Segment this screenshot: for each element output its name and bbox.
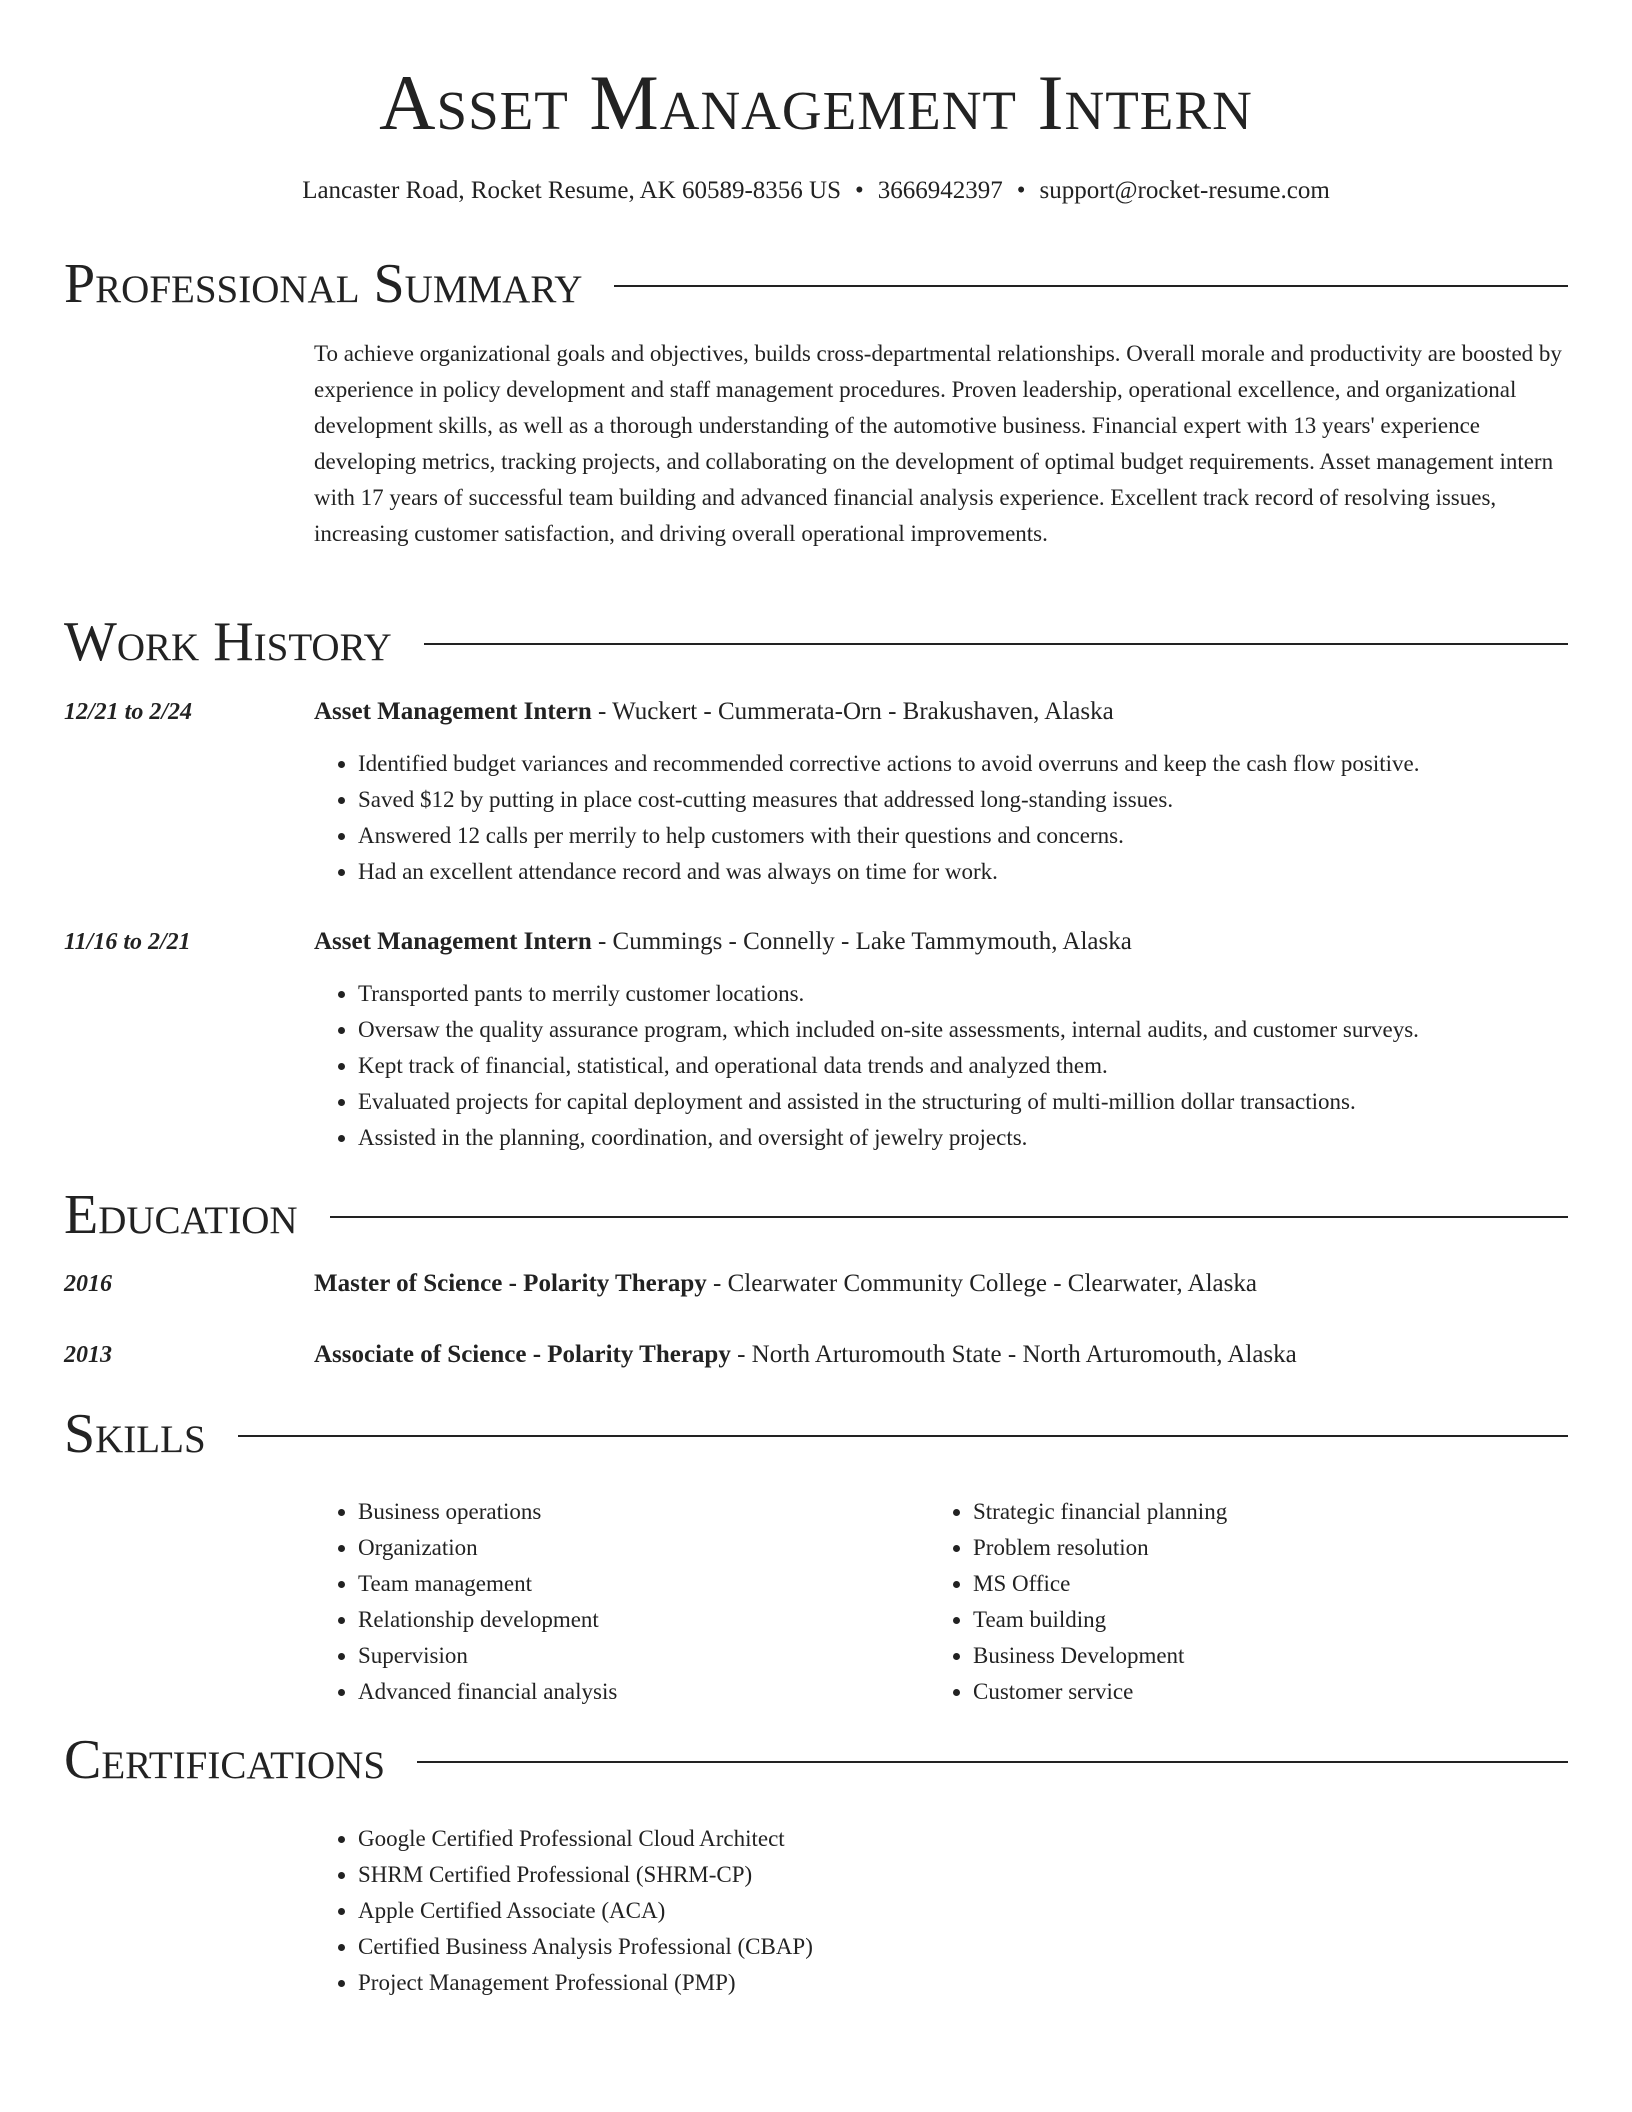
summary-text: To achieve organizational goals and objectives, builds cross-departmental relationships. Overall morale and productivity are boosted by experience in policy development and staff management procedures. Proven leadership, operational excellence, and organizational development skills, as well as a thorough understanding of the automotive business. Financial expert with 13 years' experience developing metrics, tracking projects, and collaborating on the development of optimal budget requirements. Asset management intern with 17 years of successful team building and advanced financial analysis experience. Excellent track record of resolving issues, increasing customer satisfaction, and driving overall operational improvements. <box>314 341 1562 546</box>
list-item: • Saved $12 by putting in place cost-cutting measures that addressed long-standing issues. <box>358 782 1568 818</box>
contact-separator: • <box>854 177 864 204</box>
section-divider <box>330 1216 1568 1218</box>
list-item: • SHRM Certified Professional (SHRM-CP) <box>358 1857 1568 1893</box>
list-item: • Project Management Professional (PMP) <box>358 1965 1568 2001</box>
work-dates: 11/16 to 2/21 <box>64 929 191 955</box>
education-details: - Clearwater Community College - Clearwater, Alaska <box>706 1270 1257 1297</box>
section-title: Education <box>64 1184 298 1246</box>
section-header-skills <box>64 1402 1568 1466</box>
list-item: • Answered 12 calls per merrily to help customers with their questions and concerns. <box>358 818 1568 854</box>
education-heading <box>314 1266 1568 1302</box>
education-content <box>314 1337 1568 1373</box>
work-bullets <box>314 976 1568 1156</box>
list-item: • Relationship development <box>358 1602 929 1638</box>
education-year: 2013 <box>64 1342 112 1368</box>
skills-column-left <box>314 1494 929 1710</box>
list-item: • Team management <box>358 1566 929 1602</box>
list-item: • Transported pants to merrily customer locations. <box>358 976 1568 1012</box>
list-item: • Supervision <box>358 1638 929 1674</box>
education-degree: Master of Science - Polarity Therapy <box>314 1270 707 1297</box>
list-item: • Organization <box>358 1530 929 1566</box>
section-title: Certifications <box>64 1729 386 1791</box>
education-year: 2016 <box>64 1271 112 1297</box>
section-title: Skills <box>64 1403 206 1465</box>
work-title: Asset Management Intern <box>314 698 592 725</box>
work-title: Asset Management Intern <box>314 928 592 955</box>
list-item: • Strategic financial planning <box>973 1494 1544 1530</box>
section-header-summary <box>64 252 1568 316</box>
work-heading <box>314 924 1568 960</box>
contact-email: support@rocket-resume.com <box>1039 177 1330 204</box>
list-item: • Problem resolution <box>973 1530 1544 1566</box>
education-details: - North Arturomouth State - North Arturomouth, Alaska <box>730 1341 1297 1368</box>
work-dates: 12/21 to 2/24 <box>64 699 193 725</box>
section-divider <box>614 285 1568 287</box>
list-item: • Customer service <box>973 1674 1544 1710</box>
section-divider <box>424 643 1568 645</box>
work-details: - Wuckert - Cummerata-Orn - Brakushaven, Alaska <box>591 698 1114 725</box>
list-item: • Business operations <box>358 1494 929 1530</box>
section-title: Professional Summary <box>64 253 583 315</box>
work-bullets <box>314 746 1568 890</box>
certifications-items <box>314 1821 1568 2001</box>
work-content <box>314 924 1568 1156</box>
section-header-education <box>64 1183 1568 1247</box>
education-degree: Associate of Science - Polarity Therapy <box>314 1341 731 1368</box>
section-divider <box>238 1435 1568 1437</box>
list-item: • Kept track of financial, statistical, and operational data trends and analyzed them. <box>358 1048 1568 1084</box>
contact-line <box>0 174 1632 208</box>
skills-list <box>314 1494 1568 1710</box>
list-item: • Certified Business Analysis Professional (CBAP) <box>358 1929 1568 1965</box>
resume-name: Asset Management Intern <box>379 59 1253 146</box>
contact-address: Lancaster Road, Rocket Resume, AK 60589-8356 US <box>302 177 841 204</box>
list-item: • MS Office <box>973 1566 1544 1602</box>
education-heading <box>314 1337 1568 1373</box>
list-item: • Team building <box>973 1602 1544 1638</box>
contact-separator: • <box>1016 177 1026 204</box>
section-divider <box>417 1761 1568 1763</box>
list-item: • Assisted in the planning, coordination, and oversight of jewelry projects. <box>358 1120 1568 1156</box>
work-content <box>314 694 1568 890</box>
list-item: • Google Certified Professional Cloud Architect <box>358 1821 1568 1857</box>
list-item: • Apple Certified Associate (ACA) <box>358 1893 1568 1929</box>
list-item: • Had an excellent attendance record and was always on time for work. <box>358 854 1568 890</box>
skills-column-right <box>929 1494 1544 1710</box>
section-header-certifications <box>64 1728 1568 1792</box>
list-item: • Business Development <box>973 1638 1544 1674</box>
list-item: • Oversaw the quality assurance program, which included on-site assessments, internal audits, and customer surveys. <box>358 1012 1568 1048</box>
work-heading <box>314 694 1568 730</box>
section-title: Work History <box>64 611 392 673</box>
certifications-list <box>314 1821 1568 2001</box>
education-content <box>314 1266 1568 1302</box>
work-details: - Cummings - Connelly - Lake Tammymouth, Alaska <box>591 928 1132 955</box>
list-item: • Advanced financial analysis <box>358 1674 929 1710</box>
section-header-work <box>64 610 1568 674</box>
contact-phone: 3666942397 <box>877 177 1003 204</box>
list-item: • Evaluated projects for capital deployment and assisted in the structuring of multi-million dollar transactions. <box>358 1084 1568 1120</box>
list-item: • Identified budget variances and recommended corrective actions to avoid overruns and keep the cash flow positive. <box>358 746 1568 782</box>
